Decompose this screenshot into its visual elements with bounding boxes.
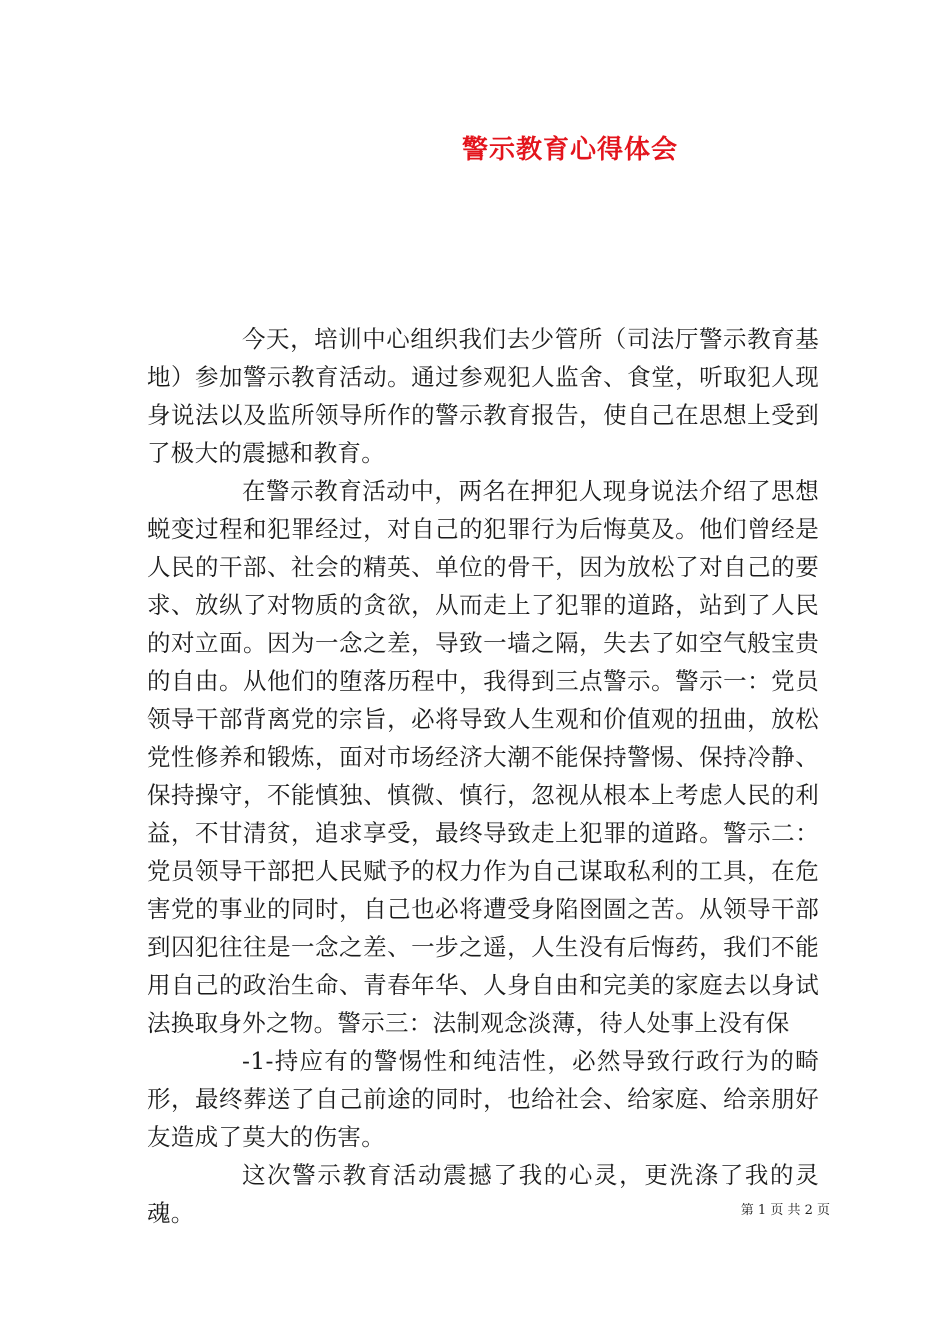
paragraph-1: 今天，培训中心组织我们去少管所（司法厅警示教育基地）参加警示教育活动。通过参观犯人监舍、食堂，听取犯人现身说法以及监所领导所作的警示教育报告，使自己在思想上受到了极大的震撼和教育。 xyxy=(147,325,819,467)
paragraph-4: 这次警示教育活动震撼了我的心灵，更洗涤了我的灵魂。 xyxy=(147,1161,819,1227)
paragraph-2: 在警示教育活动中，两名在押犯人现身说法介绍了思想蜕变过程和犯罪经过，对自己的犯罪行为后悔莫及。他们曾经是人民的干部、社会的精英、单位的骨干，因为放松了对自己的要求、放纵了对物质的贪欲，从而走上了犯罪的道路，站到了人民的对立面。因为一念之差，导致一墙之隔，失去了如空气般宝贵的自由。从他们的堕落历程中，我得到三点警示。警示一：党员领导干部背离党的宗旨，必将导致人生观和价值观的扭曲，放松党性修养和锻炼，面对市场经济大潮不能保持警惕、保持冷静、保持操守，不能慎独、慎微、慎行，忽视从根本上考虑人民的利益，不甘清贫，追求享受，最终导致走上犯罪的道路。警示二：党员领导干部把人民赋予的权力作为自己谋取私利的工具，在危害党的事业的同时，自己也必将遭受身陷囹圄之苦。从领导干部到囚犯往往是一念之差、一步之遥，人生没有后悔药，我们不能用自己的政治生命、青春年华、人身自由和完美的家庭去以身试法换取身外之物。警示三：法制观念淡薄，待人处事上没有保 xyxy=(147,477,819,1037)
page-number-footer: 第 1 页 共 2 页 xyxy=(740,1203,830,1218)
paragraph-3: -1-持应有的警惕性和纯洁性，必然导致行政行为的畸形，最终葬送了自己前途的同时，也给社会、给家庭、给亲朋好友造成了莫大的伤害。 xyxy=(147,1047,819,1151)
document-title: 警示教育心得体会 xyxy=(461,135,678,165)
document-body xyxy=(147,320,819,1232)
